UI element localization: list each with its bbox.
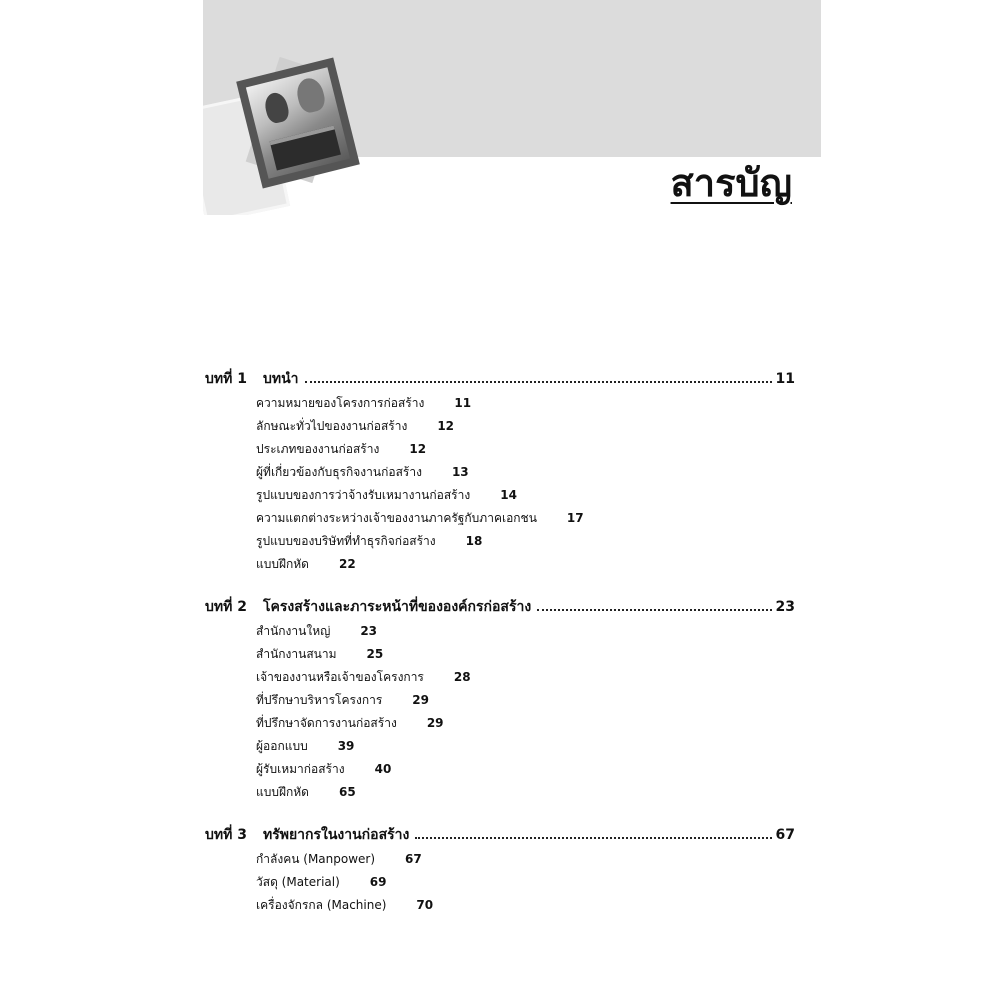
entry-page: 25 [366,647,384,661]
chapter-entries [256,392,795,576]
toc-entry[interactable] [256,507,795,530]
chapter-label: บทที่ 3 [205,827,247,843]
person-figure [294,75,327,114]
photo-frame [236,58,360,189]
entry-page: 17 [566,511,584,525]
entry-text: รูปแบบของบริษัทที่ทำธุรกิจก่อสร้าง [256,534,436,548]
section-gap [205,804,795,824]
toc-entry[interactable] [256,392,795,415]
entry-text: ผู้ออกแบบ [256,739,308,753]
entry-page: 70 [416,898,434,912]
toc-entry[interactable] [256,735,795,758]
entry-page: 69 [369,875,387,889]
dot-leader [305,381,772,383]
chapter-page: 67 [775,827,795,843]
table-of-contents [205,368,795,917]
chapter-entries [256,620,795,804]
entry-text: ผู้ที่เกี่ยวข้องกับธุรกิจงานก่อสร้าง [256,465,422,479]
chapter-name: ทรัพยากรในงานก่อสร้าง [262,827,410,843]
chapter-heading[interactable] [205,824,795,846]
entry-page: 67 [405,852,422,866]
toc-entry[interactable] [256,666,795,689]
entry-text: ประเภทของงานก่อสร้าง [256,442,380,456]
entry-page: 14 [500,488,517,502]
entry-text: กำลังคน (Manpower) [256,852,376,866]
page-title: สารบัญ [670,161,792,205]
toc-entry[interactable] [256,553,795,576]
entry-page: 65 [338,785,356,799]
entry-text: สำนักงานสนาม [256,647,337,661]
entry-page: 29 [412,693,429,707]
chapter-label: บทที่ 1 [205,371,247,387]
photo-image [246,67,350,179]
entry-text: แบบฝึกหัด [256,557,309,571]
toc-entry[interactable] [256,461,795,484]
entry-page: 40 [374,762,392,776]
chapter-page: 23 [775,599,795,615]
entry-text: แบบฝึกหัด [256,785,309,799]
section-gap [205,576,795,596]
chapter-entries [256,848,795,917]
entry-text: ที่ปรึกษาบริหารโครงการ [256,693,383,707]
entry-text: ผู้รับเหมาก่อสร้าง [256,762,345,776]
entry-page: 23 [360,624,378,638]
entry-page: 29 [426,716,444,730]
entry-page: 28 [453,670,471,684]
toc-entry[interactable] [256,415,795,438]
entry-page: 12 [409,442,427,456]
entry-page: 22 [338,557,356,571]
entry-text: วัสดุ (Material) [256,875,340,889]
chapter-label: บทที่ 2 [205,599,247,615]
toc-entry[interactable] [256,758,795,781]
entry-text: ความหมายของโครงการก่อสร้าง [256,396,425,410]
entry-text: ที่ปรึกษาจัดการงานก่อสร้าง [256,716,397,730]
toc-entry[interactable] [256,712,795,735]
toc-entry[interactable] [256,620,795,643]
toc-entry[interactable] [256,438,795,461]
building-figure [270,125,341,170]
entry-text: รูปแบบของการว่าจ้างรับเหมางานก่อสร้าง [256,488,471,502]
chapter-name: บทนำ [262,371,299,387]
entry-page: 11 [454,396,472,410]
dot-leader [537,609,771,611]
person-figure [262,90,291,124]
chapter-page: 11 [775,371,795,387]
toc-entry[interactable] [256,530,795,553]
entry-page: 18 [465,534,483,548]
entry-text: เจ้าของงานหรือเจ้าของโครงการ [256,670,424,684]
entry-text: ความแตกต่างระหว่างเจ้าของงานภาครัฐกับภาคเอกชน [256,511,537,525]
entry-page: 39 [337,739,355,753]
toc-entry[interactable] [256,484,795,507]
toc-entry[interactable] [256,871,795,894]
entry-text: สำนักงานใหญ่ [256,624,331,638]
toc-entry[interactable] [256,643,795,666]
toc-entry[interactable] [256,781,795,804]
toc-entry[interactable] [256,848,795,871]
entry-page: 12 [437,419,455,433]
toc-entry[interactable] [256,894,795,917]
entry-text: เครื่องจักรกล (Machine) [256,898,387,912]
chapter-heading[interactable] [205,368,795,390]
chapter-name: โครงสร้างและภาระหน้าที่ขององค์กรก่อสร้าง [262,599,532,615]
dot-leader [415,837,771,839]
entry-page: 13 [451,465,469,479]
toc-entry[interactable] [256,689,795,712]
chapter-heading[interactable] [205,596,795,618]
entry-text: ลักษณะทั่วไปของงานก่อสร้าง [256,419,408,433]
featured-photo [248,68,378,208]
